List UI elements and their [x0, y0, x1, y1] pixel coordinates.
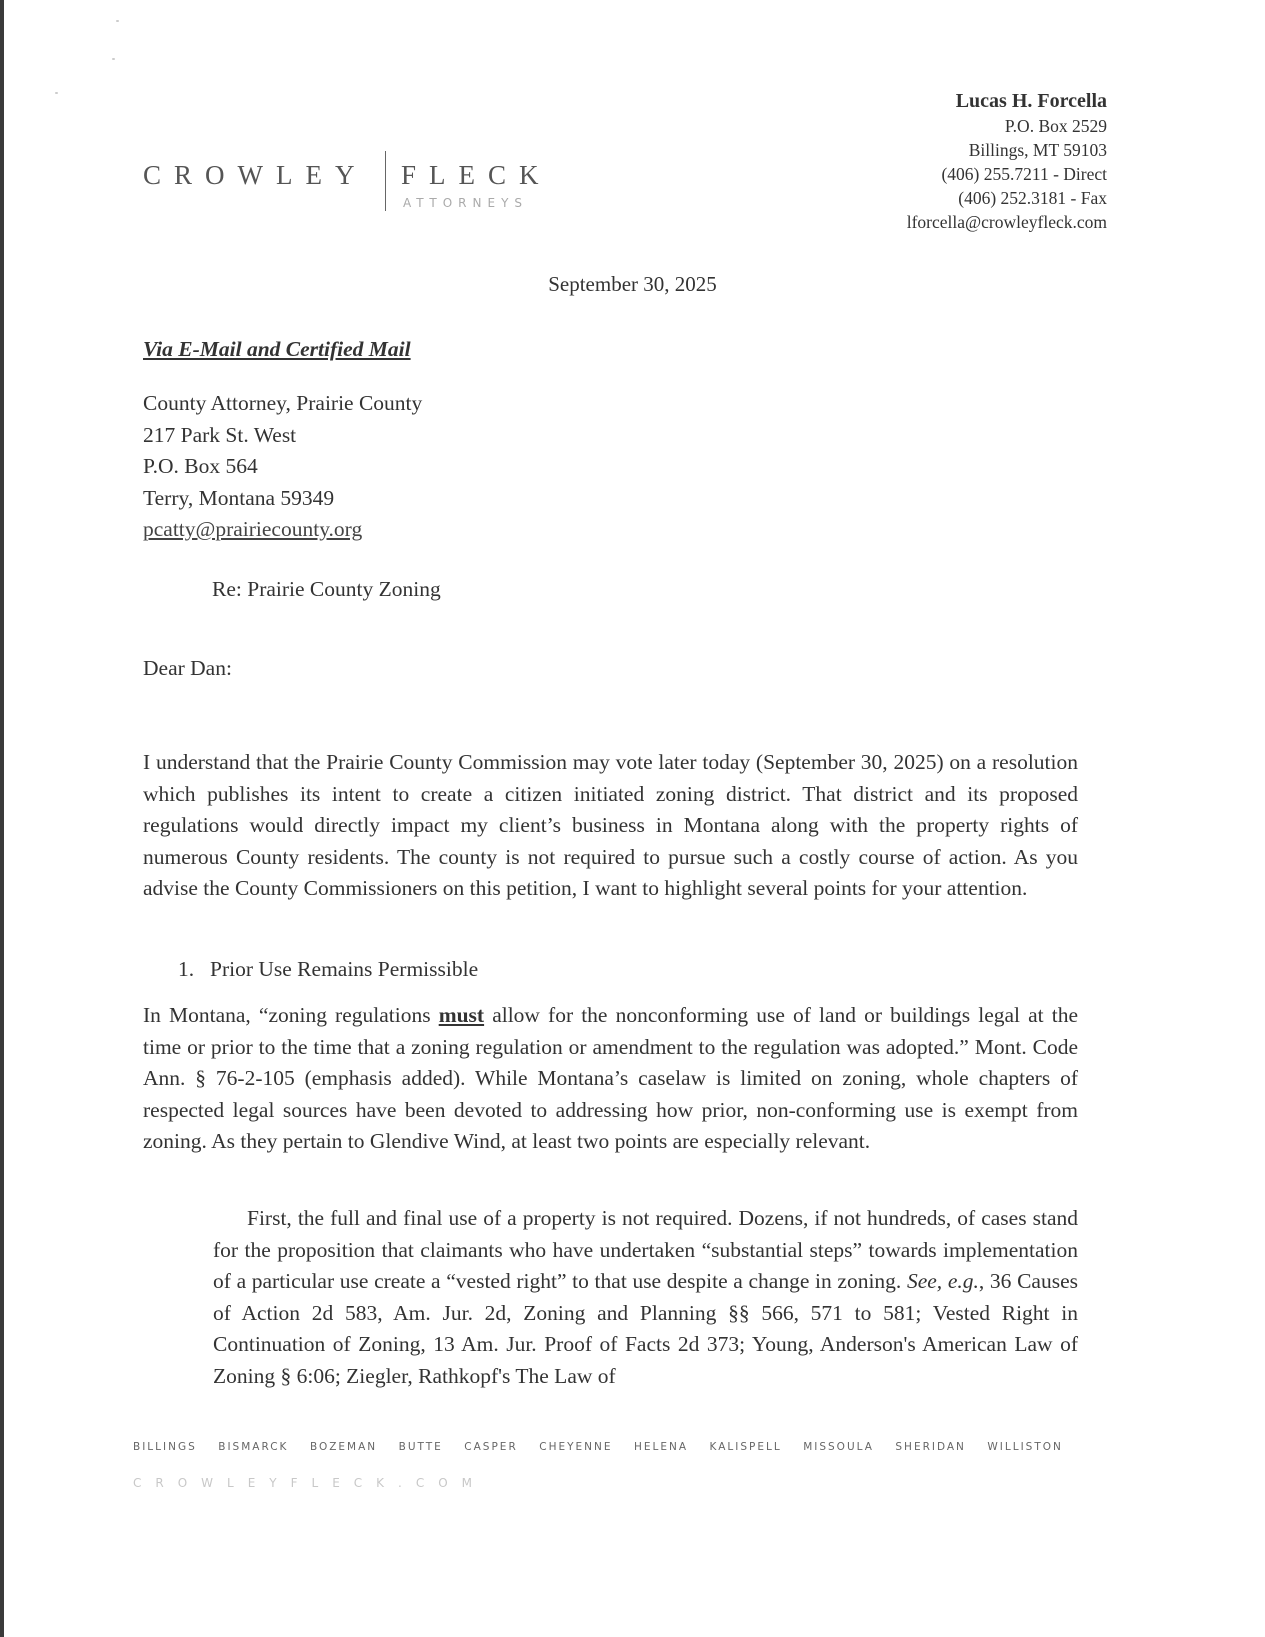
logo-crowley: CROWLEY	[143, 160, 368, 190]
footer-website[interactable]: CROWLEYFLECK.COM	[133, 1476, 487, 1490]
office-williston: WILLISTON	[987, 1441, 1063, 1453]
sender-po-box: P.O. Box 2529	[1004, 116, 1107, 136]
office-sheridan: SHERIDAN	[895, 1441, 966, 1453]
sender-block	[907, 88, 1107, 234]
scan-speck	[112, 58, 115, 60]
section-title: Prior Use Remains Permissible	[210, 957, 479, 981]
office-bozeman: BOZEMAN	[309, 1441, 378, 1453]
scan-speck	[55, 92, 58, 94]
letter-date: September 30, 2025	[548, 272, 717, 296]
statute-paragraph	[143, 1000, 1078, 1158]
recipient-title: County Attorney, Prairie County	[143, 391, 423, 415]
intro-paragraph: I understand that the Prairie County Commission may vote later today (September 30, 2025) on a resolution which publishes its intent to create a citizen initiated zoning district. That district and its proposed regulations would directly impact my client’s business in Montana along with the property rights of numerous County residents. The county is not required to pursue such a costly course of action. As you advise the County Commissioners on this petition, I want to highlight several points for your attention.	[143, 750, 1078, 901]
footer-office-list	[133, 1441, 1063, 1453]
text-span: In Montana, “zoning regulations	[143, 1003, 439, 1027]
sender-name: Lucas H. Forcella	[955, 90, 1107, 112]
office-billings: BILLINGS	[133, 1441, 197, 1453]
office-helena: HELENA	[633, 1441, 689, 1453]
delivery-method: Via E-Mail and Certified Mail	[143, 337, 411, 361]
recipient-po-box: P.O. Box 564	[143, 454, 258, 478]
sender-phone: (406) 255.7211 - Direct	[941, 164, 1107, 184]
scan-page-edge	[0, 0, 4, 1637]
text-span: First, the full and final use of a property is not required. Dozens, if not hundreds, of cases stand for the proposition that claimants who have undertaken “substantial steps” towards implementation of a particular use create a “vested right” to that use despite a change in zoning.	[213, 1206, 1078, 1294]
logo-divider	[385, 151, 386, 211]
office-casper: CASPER	[464, 1441, 518, 1453]
section-number: 1.	[178, 957, 195, 981]
text-span: allow for the nonconforming use of land or buildings legal at the time or prior to the time that a zoning regulation or amendment to the regulation was adopted.” Mont. Code Ann. § 76-2-105 (emphasis added). While Montana’s caselaw is limited on zoning, whole chapters of respected legal sources have been devoted to addressing how prior, non-conforming use is exempt from zoning. As they pertain to Glendive Wind, at least two points are especially relevant.	[143, 1003, 1078, 1154]
subject-line: Re: Prairie County Zoning	[212, 577, 441, 601]
scan-speck	[116, 20, 119, 22]
office-bismarck: BISMARCK	[218, 1441, 289, 1453]
recipient-email-link[interactable]: pcatty@prairiecounty.org	[143, 517, 363, 541]
sender-city: Billings, MT 59103	[968, 140, 1107, 160]
office-missoula: MISSOULA	[803, 1441, 874, 1453]
recipient-street: 217 Park St. West	[143, 422, 297, 447]
citation-signal: See, e.g.	[906, 1269, 979, 1294]
sender-fax: (406) 252.3181 - Fax	[958, 188, 1107, 208]
office-butte: BUTTE	[398, 1441, 443, 1453]
section-heading-1	[178, 957, 478, 982]
recipient-block	[143, 388, 422, 546]
emphasis-must: must	[438, 1003, 485, 1027]
logo-attorneys: ATTORNEYS	[403, 196, 529, 210]
office-kalispell: KALISPELL	[709, 1441, 782, 1453]
logo-fleck: FLECK	[401, 160, 552, 190]
sender-email: lforcella@crowleyfleck.com	[906, 212, 1107, 232]
salutation: Dear Dan:	[143, 656, 232, 680]
recipient-city: Terry, Montana 59349	[143, 485, 335, 510]
office-cheyenne: CHEYENNE	[539, 1441, 613, 1453]
text-span: , 36 Causes of Action 2d 583, Am. Jur. 2d, Zoning and Planning §§ 566, 571 to 581; Vested Right in Continuation of Zoning, 13 Am. Jur. Proof of Facts 2d 373; Young, Anderson's American Law of Zoning § 6:06; Ziegler, Rathkopf's The Law of	[213, 1269, 1078, 1388]
vested-rights-paragraph	[213, 1203, 1078, 1393]
